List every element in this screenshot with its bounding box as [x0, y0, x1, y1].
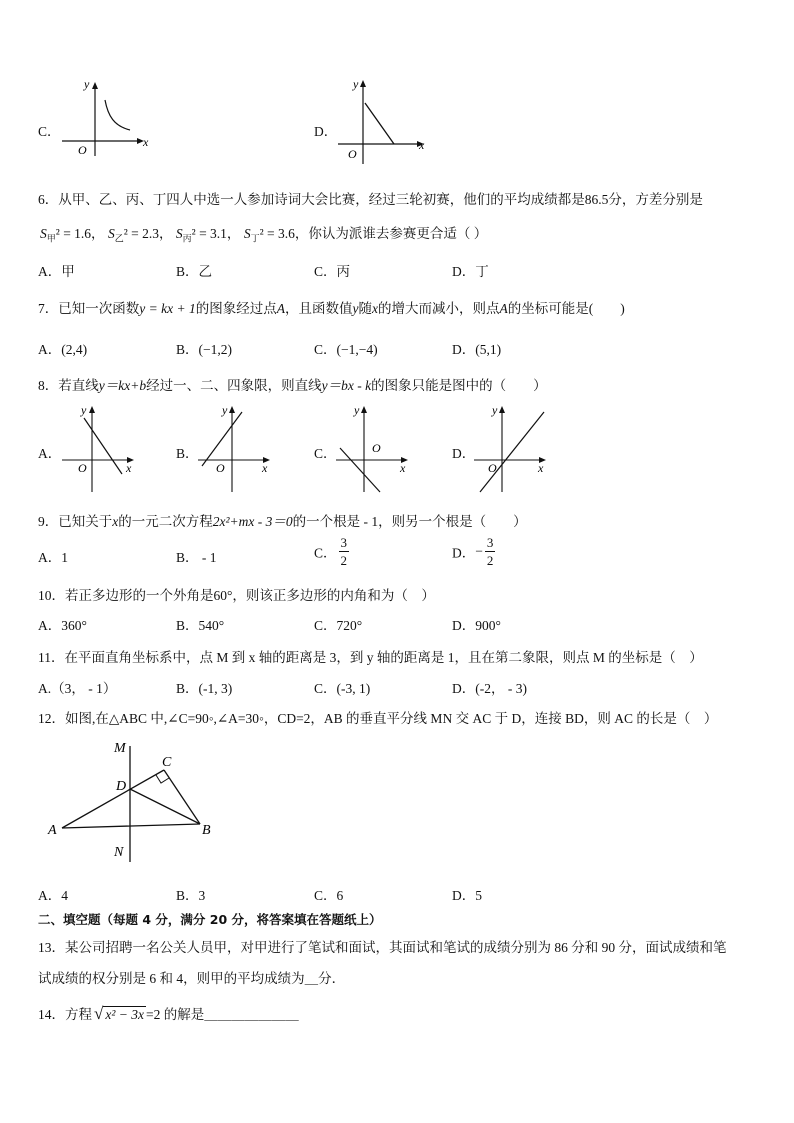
q8-graph-d	[472, 404, 552, 494]
y-label: y	[353, 77, 359, 91]
q6-stem: 6．从甲、乙、丙、丁四人中选一人参加诗词大会比赛，经过三轮初赛，他们的平均成绩都是86.5分，方差分别是	[38, 192, 703, 207]
origin-label: O	[348, 147, 357, 161]
svg-text:A: A	[48, 823, 57, 838]
q8-graph-c	[334, 404, 414, 494]
svg-text:y: y	[354, 404, 360, 417]
q8-option-b-label[interactable]: B．	[176, 446, 199, 461]
q7-option-d[interactable]: D．(5,1)	[452, 342, 502, 357]
q11-option-a[interactable]: A.（3， - 1）	[38, 681, 117, 696]
q5-option-c-label: C．	[38, 124, 61, 139]
line-segment	[365, 103, 394, 144]
svg-text:x: x	[126, 461, 132, 475]
q9-stem: 9．已知关于x的一元二次方程2x²+mx - 3＝0的一个根是 - 1，则另一个根是（ ）	[38, 514, 527, 529]
side-ab	[62, 824, 200, 828]
segment-bd	[130, 789, 200, 824]
line	[480, 412, 544, 492]
q13-stem-line2: 试成绩的权分别是 6 和 4，则甲的平均成绩为＿分．	[38, 971, 346, 986]
svg-text:O: O	[78, 461, 87, 475]
q9-option-a[interactable]: A．1	[38, 550, 68, 565]
radicand: x² − 3x	[105, 1007, 144, 1022]
q13-stem-line1: 13．某公司招聘一名公关人员甲，对甲进行了笔试和面试，其面试和笔试的成绩分别为 86 分和 90 分，面试成绩和笔	[38, 940, 727, 955]
q11-option-b[interactable]: B．(-1, 3)	[176, 681, 233, 696]
svg-text:O: O	[216, 461, 225, 475]
q10-stem: 10．若正多边形的一个外角是60°，则该正多边形的内角和为（ ）	[38, 588, 435, 603]
q11-option-d[interactable]: D．(-2， - 3)	[452, 681, 527, 696]
q12-option-a[interactable]: A．4	[38, 888, 68, 903]
q7-option-b[interactable]: B．(−1,2)	[176, 342, 232, 357]
q5-option-d-label: D．	[314, 124, 338, 139]
right-angle-mark	[156, 775, 169, 783]
q10-option-a[interactable]: A．360°	[38, 618, 87, 633]
svg-text:D: D	[116, 779, 127, 794]
svg-text:y: y	[492, 404, 498, 417]
q11-option-c[interactable]: C．(-3, 1)	[314, 681, 371, 696]
svg-text:x: x	[262, 461, 268, 475]
svg-text:x: x	[538, 461, 544, 475]
q5-graph-c	[58, 78, 158, 158]
q6-option-a[interactable]: A．甲	[38, 264, 75, 279]
q6-option-d[interactable]: D．丁	[452, 264, 489, 279]
q11-stem: 11．在平面直角坐标系中，点 M 到 x 轴的距离是 3，到 y 轴的距离是 1，且在第二象限，则点 M 的坐标是（ ）	[38, 650, 703, 665]
q6-variances: $S_甲^2 = 1.6$， $S_乙^2 = 2.3$， $S_丙^2 = 3.1$， $S_丁^2 = 3.6$，你认为派谁去参赛更合适（ ）	[40, 226, 488, 244]
q10-option-b[interactable]: B．540°	[176, 618, 225, 633]
q5-graph-d	[334, 76, 434, 166]
origin-label: O	[78, 143, 87, 157]
q8-option-d-label[interactable]: D．	[452, 446, 476, 461]
svg-text:O: O	[372, 441, 381, 455]
q9-option-c[interactable]: C． $\frac{3}{2}$	[314, 535, 348, 568]
sqrt-symbol: √	[94, 1004, 104, 1023]
q7-option-c[interactable]: C．(−1,−4)	[314, 342, 378, 357]
q12-triangle-figure	[44, 738, 224, 868]
q10-option-c[interactable]: C．720°	[314, 618, 363, 633]
q7-option-a[interactable]: A．(2,4)	[38, 342, 88, 357]
q12-option-c[interactable]: C．6	[314, 888, 344, 903]
section-title-fill-in: 二、填空题（每题 4 分，满分 20 分，将答案填在答题纸上）	[38, 912, 382, 927]
q9-option-b[interactable]: B． - 1	[176, 550, 217, 565]
q14-stem: 14．方程 √ x² − 3x =2 的解是＿＿＿＿＿＿＿	[38, 1004, 299, 1023]
side-cb	[164, 770, 200, 824]
q8-option-c-label[interactable]: C．	[314, 446, 337, 461]
svg-text:N: N	[114, 845, 124, 860]
q8-stem: 8．若直线y＝kx+b经过一、二、四象限，则直线y＝bx - k的图象只能是图中的（ ）	[38, 378, 547, 393]
q12-option-d[interactable]: D．5	[452, 888, 482, 903]
q8-option-a-label[interactable]: A．	[38, 446, 62, 461]
q8-graph-a	[60, 404, 140, 494]
svg-text:x: x	[400, 461, 406, 475]
q9-option-d[interactable]: D．− $\frac{3}{2}$	[452, 535, 494, 568]
q6-option-c[interactable]: C．丙	[314, 264, 351, 279]
x-label: x	[419, 138, 425, 152]
q10-option-d[interactable]: D．900°	[452, 618, 501, 633]
line	[84, 418, 122, 474]
svg-text:B: B	[202, 823, 211, 838]
svg-text:y: y	[81, 404, 87, 417]
hyperbola-curve	[105, 100, 130, 130]
q6-option-b[interactable]: B．乙	[176, 264, 213, 279]
svg-text:O: O	[488, 461, 497, 475]
svg-text:y: y	[222, 404, 228, 417]
line	[202, 412, 242, 466]
q7-stem: 7．已知一次函数y = kx + 1的图象经过点A，且函数值y随x的增大而减小，则点A的坐标可能是( )	[38, 301, 625, 316]
svg-text:C: C	[162, 755, 172, 770]
x-label: x	[143, 135, 149, 149]
svg-text:M: M	[114, 741, 126, 756]
q12-stem: 12．如图,在△ABC 中,∠C=90◦,∠A=30◦，CD=2，AB 的垂直平分线 MN 交 AC 于 D，连接 BD，则 AC 的长是（ ）	[38, 711, 718, 726]
y-label: y	[84, 78, 90, 91]
q8-graph-b	[196, 404, 276, 494]
q12-option-b[interactable]: B．3	[176, 888, 206, 903]
